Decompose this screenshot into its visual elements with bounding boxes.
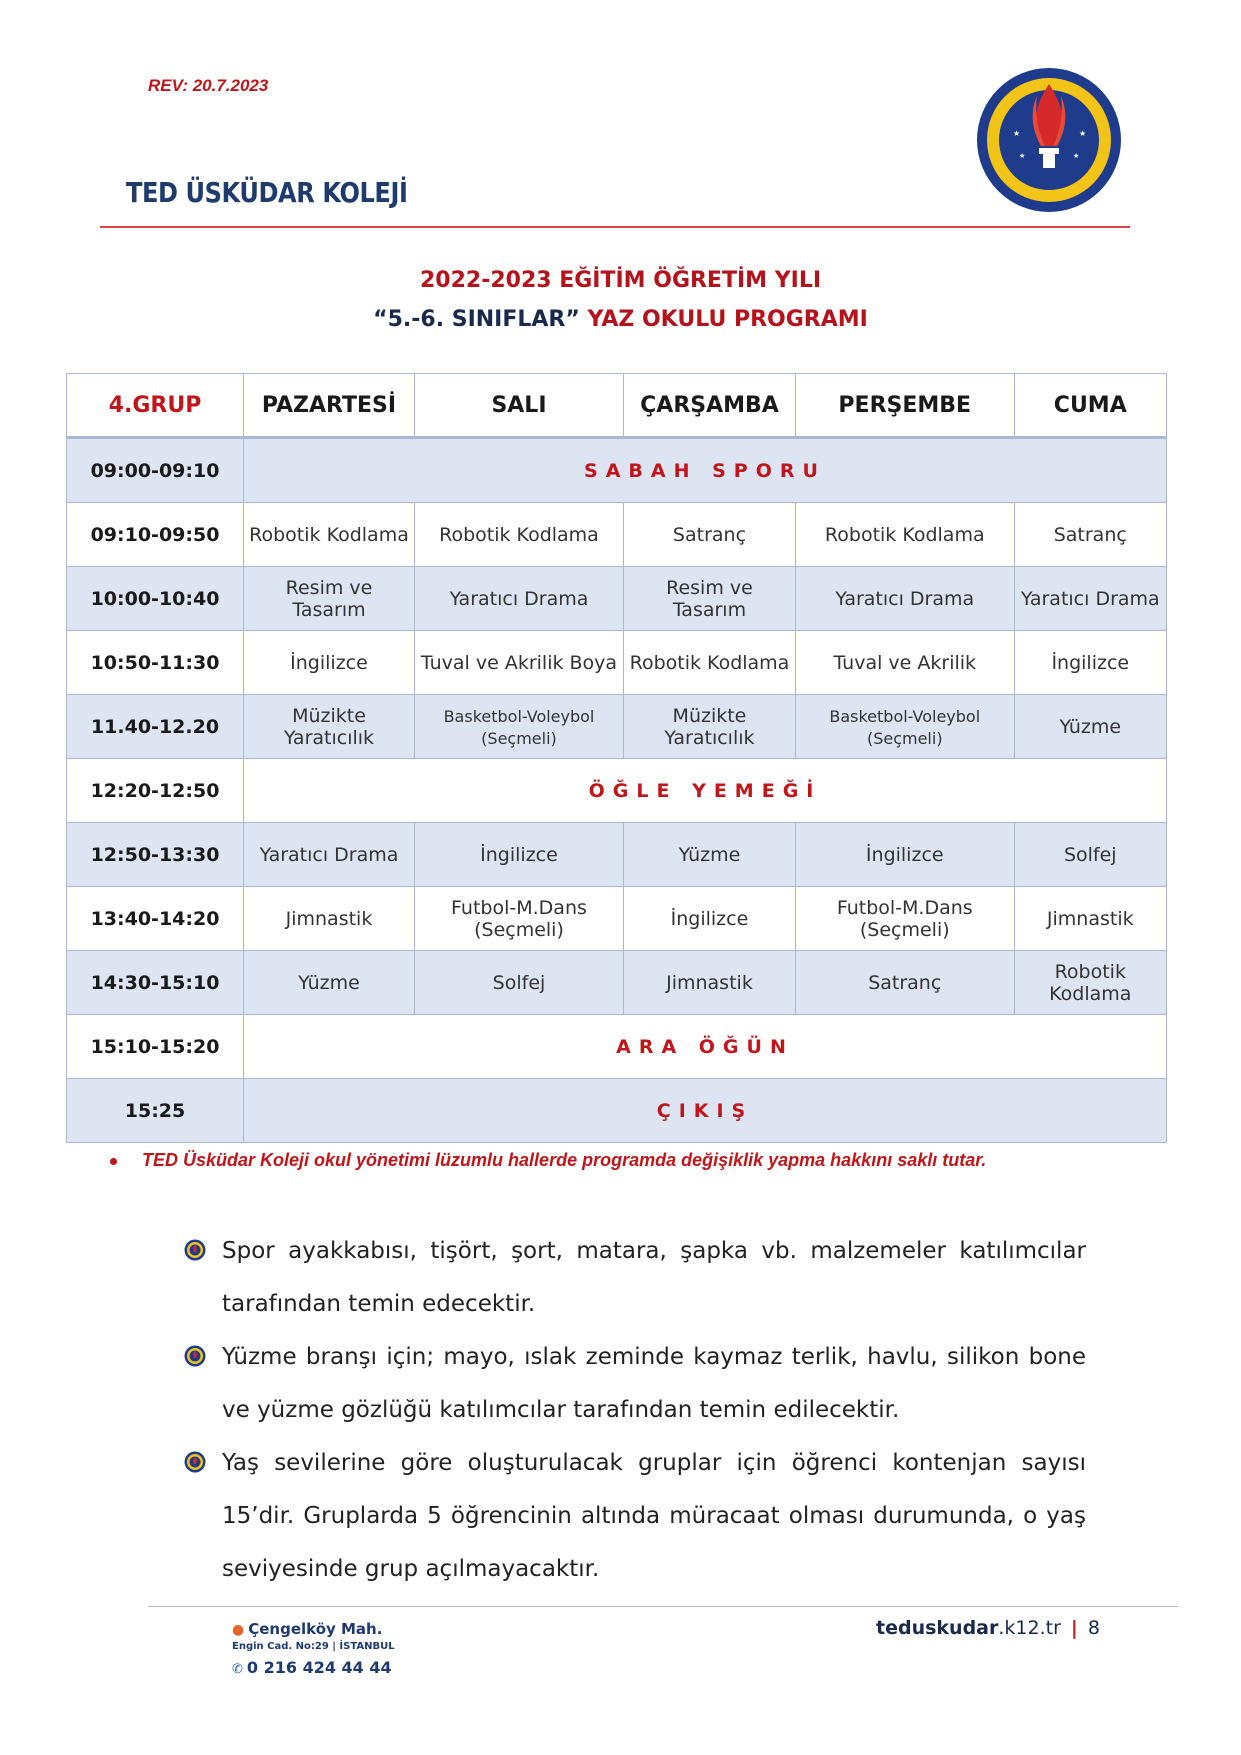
header-thursday: PERŞEMBE [795,374,1014,438]
header-wednesday: ÇARŞAMBA [623,374,795,438]
note-text: TED Üsküdar Koleji okul yönetimi lüzumlu hallerde programda değişiklik yapma hakkını saklı tutar. [142,1150,987,1170]
school-logo-bullet-icon [184,1451,206,1473]
revision-date: REV: 20.7.2023 [148,76,269,95]
management-note [110,1150,986,1171]
footer-site [876,1617,1100,1639]
separator: | [1070,1617,1078,1639]
footer-address [232,1620,395,1677]
header-divider [100,226,1130,228]
bullet-text: Spor ayakkabısı, tişört, şort, matara, şapka vb. malzemeler katılımcılar tarafından temin edecektir. [222,1238,1086,1317]
table-cell: Robotik Kodlama [795,503,1014,567]
table-cell: Solfej [414,951,623,1015]
site-domain-bold: teduskudar [876,1617,999,1639]
table-cell-text: Basketbol-Voleybol (Seçmeli) [443,706,595,748]
table-row [67,631,1167,695]
bullet-text: Yüzme branşı için; mayo, ıslak zeminde kaymaz terlik, havlu, silikon bone ve yüzme gözlüğü katılımcılar tarafından temin edilecektir. [222,1344,1086,1423]
table-cell: Jimnastik [623,951,795,1015]
table-row [67,695,1167,759]
location-pin-icon: ● [232,1622,245,1638]
header-group: 4.GRUP [67,374,244,438]
school-logo-bullet-icon [184,1345,206,1367]
table-row [67,438,1167,503]
title-classes: “5.-6. SINIFLAR” [373,307,580,332]
table-cell: Satranç [795,951,1014,1015]
table-cell: Resim ve Tasarım [244,567,415,631]
time-cell: 15:10-15:20 [67,1015,244,1079]
svg-text:★: ★ [1079,129,1087,138]
time-cell: 13:40-14:20 [67,887,244,951]
table-cell: İngilizce [244,631,415,695]
time-cell: 14:30-15:10 [67,951,244,1015]
school-logo-bullet-icon [184,1239,206,1261]
footer-divider [148,1606,1178,1607]
table-cell: Satranç [623,503,795,567]
table-cell: Robotik Kodlama [244,503,415,567]
time-cell: 15:25 [67,1079,244,1143]
phone-number: 0 216 424 44 44 [246,1658,392,1677]
table-cell: Robotik Kodlama [623,631,795,695]
header-tuesday: SALI [414,374,623,438]
table-cell: İngilizce [795,823,1014,887]
schedule-table [66,373,1167,1143]
table-cell: İngilizce [1014,631,1166,695]
list-item [184,1331,1086,1437]
info-bullets [184,1225,1086,1596]
svg-text:★: ★ [1019,152,1026,160]
table-cell: Solfej [1014,823,1166,887]
table-cell: Yüzme [244,951,415,1015]
table-cell: Robotik Kodlama [414,503,623,567]
time-cell: 10:00-10:40 [67,567,244,631]
table-cell: Jimnastik [1014,887,1166,951]
phone-icon: ✆ [232,1662,243,1677]
table-cell: Futbol-M.Dans (Seçmeli) [795,887,1014,951]
table-row [67,1079,1167,1143]
table-row [67,823,1167,887]
table-cell-text: Basketbol-Voleybol (Seçmeli) [829,706,981,748]
school-logo [975,66,1123,214]
title-line-1: 2022-2023 EĞİTİM ÖĞRETİM YILI [419,268,822,293]
header-monday: PAZARTESİ [244,374,415,438]
table-cell [414,695,623,759]
table-cell: Robotik Kodlama [1014,951,1166,1015]
table-cell: Yaratıcı Drama [1014,567,1166,631]
table-cell: Müzikte Yaratıcılık [623,695,795,759]
span-cell: ÖĞLE YEMEĞİ [244,759,1167,823]
table-cell: İngilizce [623,887,795,951]
span-cell: ÇIKIŞ [244,1079,1167,1143]
address-line-1: Çengelköy Mah. [248,1620,383,1638]
table-cell: Yaratıcı Drama [414,567,623,631]
table-cell [795,695,1014,759]
table-cell: Jimnastik [244,887,415,951]
table-cell: Yüzme [1014,695,1166,759]
table-row [67,503,1167,567]
title-line-2 [0,307,1241,332]
table-row [67,1015,1167,1079]
list-item [184,1225,1086,1331]
span-cell: SABAH SPORU [244,438,1167,503]
bullet-dot-icon [110,1158,117,1165]
table-cell: İngilizce [414,823,623,887]
table-cell: Tuval ve Akrilik Boya [414,631,623,695]
span-cell: ARA ÖĞÜN [244,1015,1167,1079]
svg-text:★: ★ [1013,129,1021,138]
table-cell: Yaratıcı Drama [795,567,1014,631]
table-cell: Yaratıcı Drama [244,823,415,887]
time-cell: 09:00-09:10 [67,438,244,503]
table-cell: Tuval ve Akrilik [795,631,1014,695]
table-cell: Yüzme [623,823,795,887]
bullet-text: Yaş sevilerine göre oluşturulacak gruplar için öğrenci kontenjan sayısı 15’dir. Gruplarda 5 öğrencinin altında müracaat olması durumunda, o yaş seviyesinde grup açılmayacaktır. [222,1450,1086,1582]
site-domain-rest: .k12.tr [998,1617,1061,1639]
page-number: 8 [1087,1617,1100,1639]
table-cell: Satranç [1014,503,1166,567]
table-row [67,567,1167,631]
time-cell: 09:10-09:50 [67,503,244,567]
address-line-2: Engin Cad. No:29 | İSTANBUL [232,1641,395,1652]
time-cell: 10:50-11:30 [67,631,244,695]
svg-text:★: ★ [1073,152,1080,160]
title-program: YAZ OKULU PROGRAMI [587,307,868,332]
list-item [184,1437,1086,1596]
table-cell: Futbol-M.Dans (Seçmeli) [414,887,623,951]
table-row [67,887,1167,951]
table-cell: Resim ve Tasarım [623,567,795,631]
table-cell: Müzikte Yaratıcılık [244,695,415,759]
school-name: TED ÜSKÜDAR KOLEJİ [126,176,408,209]
time-cell: 11.40-12.20 [67,695,244,759]
table-row [67,951,1167,1015]
time-cell: 12:20-12:50 [67,759,244,823]
time-cell: 12:50-13:30 [67,823,244,887]
table-row [67,759,1167,823]
header-friday: CUMA [1014,374,1166,438]
